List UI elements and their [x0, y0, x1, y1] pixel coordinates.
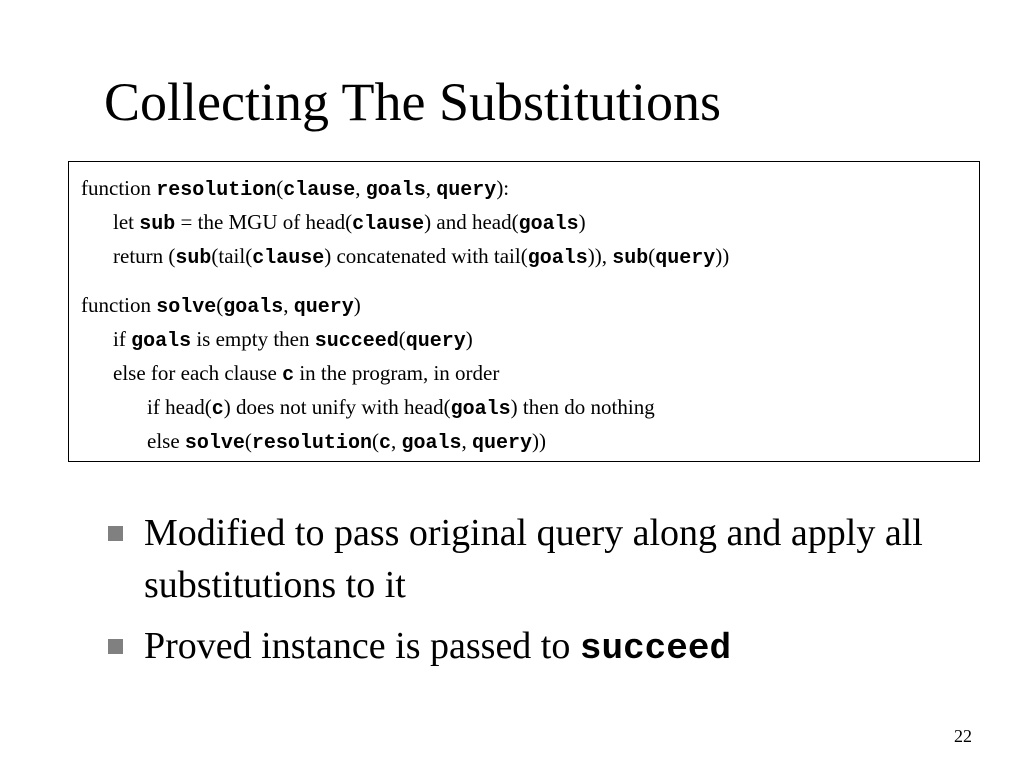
code-identifier: succeed: [314, 330, 399, 353]
code-identifier: resolution: [156, 179, 277, 202]
code-text: ,: [355, 176, 366, 200]
code-text: function: [81, 176, 157, 200]
code-line: [81, 424, 979, 458]
code-text: ,: [390, 429, 402, 453]
code-text: ) and head(: [424, 210, 519, 234]
code-text: ) does not unify with head(: [223, 395, 451, 419]
code-text: (tail(: [211, 244, 253, 268]
code-text: ): [465, 327, 473, 351]
code-text: ) concatenated with tail(: [324, 244, 528, 268]
code-identifier: sub: [612, 247, 649, 270]
code-identifier: goals: [401, 432, 462, 455]
code-identifier: query: [293, 296, 354, 319]
code-identifier: goals: [365, 179, 426, 202]
code-text: in the program, in order: [294, 361, 500, 385]
code-line: [81, 288, 979, 322]
code-text: ,: [461, 429, 472, 453]
code-text: ,: [283, 293, 294, 317]
code-identifier: c: [282, 364, 295, 387]
code-text: )),: [587, 244, 613, 268]
bullet-code: succeed: [579, 628, 732, 669]
code-text: )): [532, 429, 546, 453]
code-identifier: query: [471, 432, 532, 455]
code-identifier: solve: [156, 296, 217, 319]
code-text: if: [113, 327, 132, 351]
code-identifier: clause: [283, 179, 356, 202]
code-text: ):: [496, 176, 510, 200]
code-identifier: goals: [450, 398, 511, 421]
slide-title: Collecting The Substitutions: [104, 72, 722, 132]
code-identifier: query: [405, 330, 466, 353]
code-text: (: [398, 327, 406, 351]
code-text: )): [715, 244, 730, 268]
square-bullet-icon: [108, 526, 123, 541]
code-text: else for each clause: [113, 361, 283, 385]
code-line: [81, 322, 979, 356]
bullet-list: [104, 507, 984, 675]
code-text: (: [371, 429, 379, 453]
code-text: ): [578, 210, 586, 234]
code-line: [81, 171, 979, 205]
code-identifier: goals: [518, 213, 579, 236]
code-text: (: [244, 429, 252, 453]
code-text: (: [216, 293, 224, 317]
code-text: is empty then: [191, 327, 315, 351]
code-identifier: sub: [139, 213, 176, 236]
bullet-item: [104, 620, 984, 675]
code-identifier: clause: [252, 247, 325, 270]
code-text: let: [113, 210, 140, 234]
code-text: if head(: [147, 395, 212, 419]
code-identifier: resolution: [251, 432, 372, 455]
bullet-item: [104, 507, 984, 611]
code-identifier: query: [436, 179, 497, 202]
code-identifier: goals: [223, 296, 284, 319]
code-identifier: goals: [131, 330, 192, 353]
code-text: = the MGU of head(: [175, 210, 353, 234]
code-line: [81, 239, 979, 273]
code-line: [81, 356, 979, 390]
code-identifier: solve: [184, 432, 245, 455]
code-identifier: goals: [527, 247, 588, 270]
code-text: ) then do nothing: [510, 395, 655, 419]
code-text: (: [648, 244, 656, 268]
bullet-text: Modified to pass original query along and apply all substitutions to it: [144, 512, 923, 606]
code-identifier: clause: [352, 213, 425, 236]
code-identifier: c: [211, 398, 224, 421]
page-number: 22: [954, 726, 972, 746]
code-identifier: sub: [175, 247, 212, 270]
code-line: [81, 390, 979, 424]
code-identifier: c: [378, 432, 391, 455]
code-text: else: [147, 429, 185, 453]
code-text: (: [276, 176, 284, 200]
square-bullet-icon: [108, 639, 123, 654]
code-text: return (: [113, 244, 176, 268]
code-text: ,: [425, 176, 437, 200]
code-identifier: query: [655, 247, 716, 270]
bullet-text: Proved instance is passed to: [144, 625, 580, 667]
code-text: function: [81, 293, 157, 317]
code-text: ): [353, 293, 361, 317]
code-line: [81, 205, 979, 239]
code-box: [68, 161, 980, 462]
